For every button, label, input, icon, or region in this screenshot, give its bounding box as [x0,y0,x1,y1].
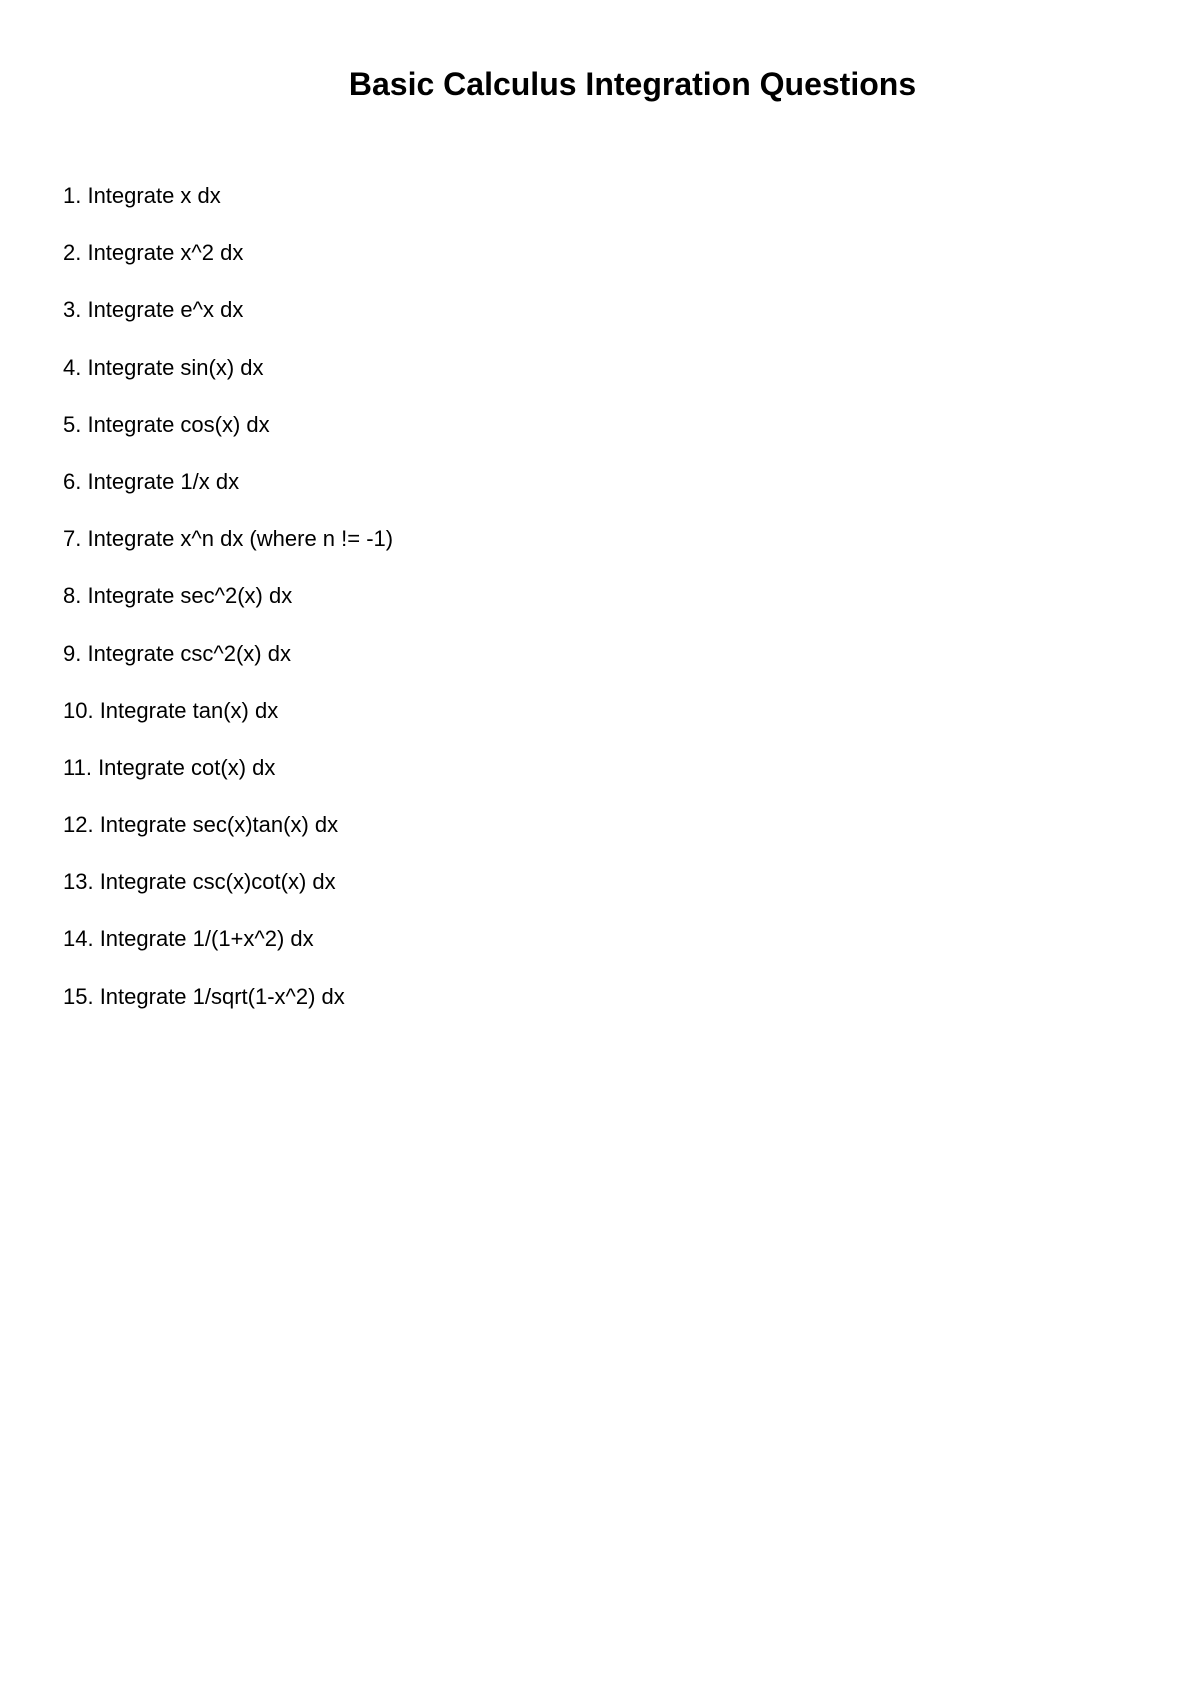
question-item: 7. Integrate x^n dx (where n != -1) [63,526,394,552]
question-item: 1. Integrate x dx [63,183,221,208]
question-item: 5. Integrate cos(x) dx [63,411,270,437]
question-item: 12. Integrate sec(x)tan(x) dx [63,812,339,838]
question-item: 3. Integrate e^x dx [63,297,244,323]
question-item: 9. Integrate csc^2(x) dx [63,640,291,666]
question-item: 14. Integrate 1/(1+x^2) dx [63,926,314,952]
question-item: 4. Integrate sin(x) dx [63,354,264,380]
question-item: 13. Integrate csc(x)cot(x) dx [63,869,336,895]
question-item: 11. Integrate cot(x) dx [63,754,276,780]
question-list [63,182,393,1040]
question-item: 6. Integrate 1/x dx [63,468,240,494]
question-item: 8. Integrate sec^2(x) dx [63,583,293,609]
question-item: 10. Integrate tan(x) dx [63,697,279,723]
page-title: Basic Calculus Integration Questions [348,66,917,102]
question-item: 15. Integrate 1/sqrt(1-x^2) dx [63,983,345,1009]
question-item: 2. Integrate x^2 dx [63,240,244,266]
